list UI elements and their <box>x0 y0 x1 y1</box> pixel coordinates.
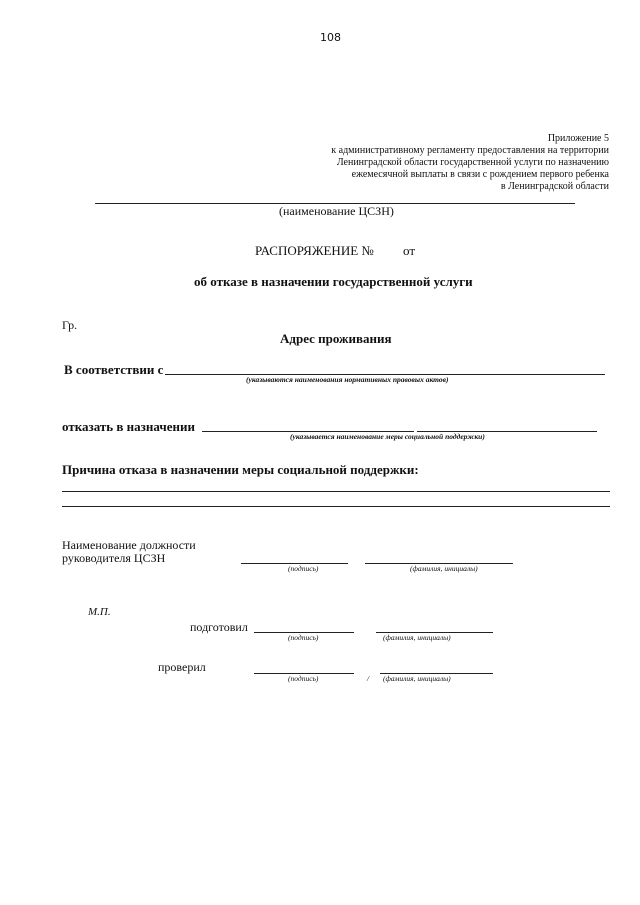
appendix-block <box>331 133 609 193</box>
checked-signature-caption: (подпись) <box>288 674 319 683</box>
order-subject: об отказе в назначении государственной услуги <box>194 274 473 289</box>
head-position-line1: Наименование должности <box>62 538 196 552</box>
reason-line-1[interactable] <box>62 491 610 492</box>
order-date-prefix: от <box>403 243 416 258</box>
prepared-name-caption: (фамилия, инициалы) <box>383 633 451 642</box>
stamp-mark: М.П. <box>88 606 111 618</box>
accordance-caption: (указываются наименования нормативных правовых актов) <box>246 375 449 384</box>
appendix-line: ежемесячной выплаты в связи с рождением первого ребенка <box>351 169 609 180</box>
head-name-caption: (фамилия, инициалы) <box>410 564 478 573</box>
accordance-label: В соответствии с <box>64 362 164 377</box>
checked-name-caption: (фамилия, инициалы) <box>383 674 451 683</box>
address-label: Адрес проживания <box>280 331 392 346</box>
reason-line-2[interactable] <box>62 506 610 507</box>
appendix-title: Приложение 5 <box>547 133 609 144</box>
appendix-line: в Ленинградской области <box>500 181 609 192</box>
org-caption: (наименование ЦСЗН) <box>279 204 394 218</box>
prepared-label: подготовил <box>190 620 248 634</box>
refuse-label: отказать в назначении <box>62 419 195 434</box>
checked-label: проверил <box>158 660 206 674</box>
reason-label: Причина отказа в назначении меры социальной поддержки: <box>62 462 419 477</box>
prepared-signature-caption: (подпись) <box>288 633 319 642</box>
head-position-line2: руководителя ЦСЗН <box>62 551 166 565</box>
appendix-line: Ленинградской области государственной услуги по назначению <box>336 157 609 168</box>
refuse-caption: (указывается наименование меры социальной поддержки) <box>290 432 485 441</box>
citizen-prefix: Гр. <box>62 318 78 332</box>
checked-separator: / <box>367 674 370 683</box>
appendix-line: к административному регламенту предоставления на территории <box>331 145 609 156</box>
page-number: 108 <box>320 31 341 44</box>
head-signature-caption: (подпись) <box>288 564 319 573</box>
order-title: РАСПОРЯЖЕНИЕ № <box>255 243 374 258</box>
